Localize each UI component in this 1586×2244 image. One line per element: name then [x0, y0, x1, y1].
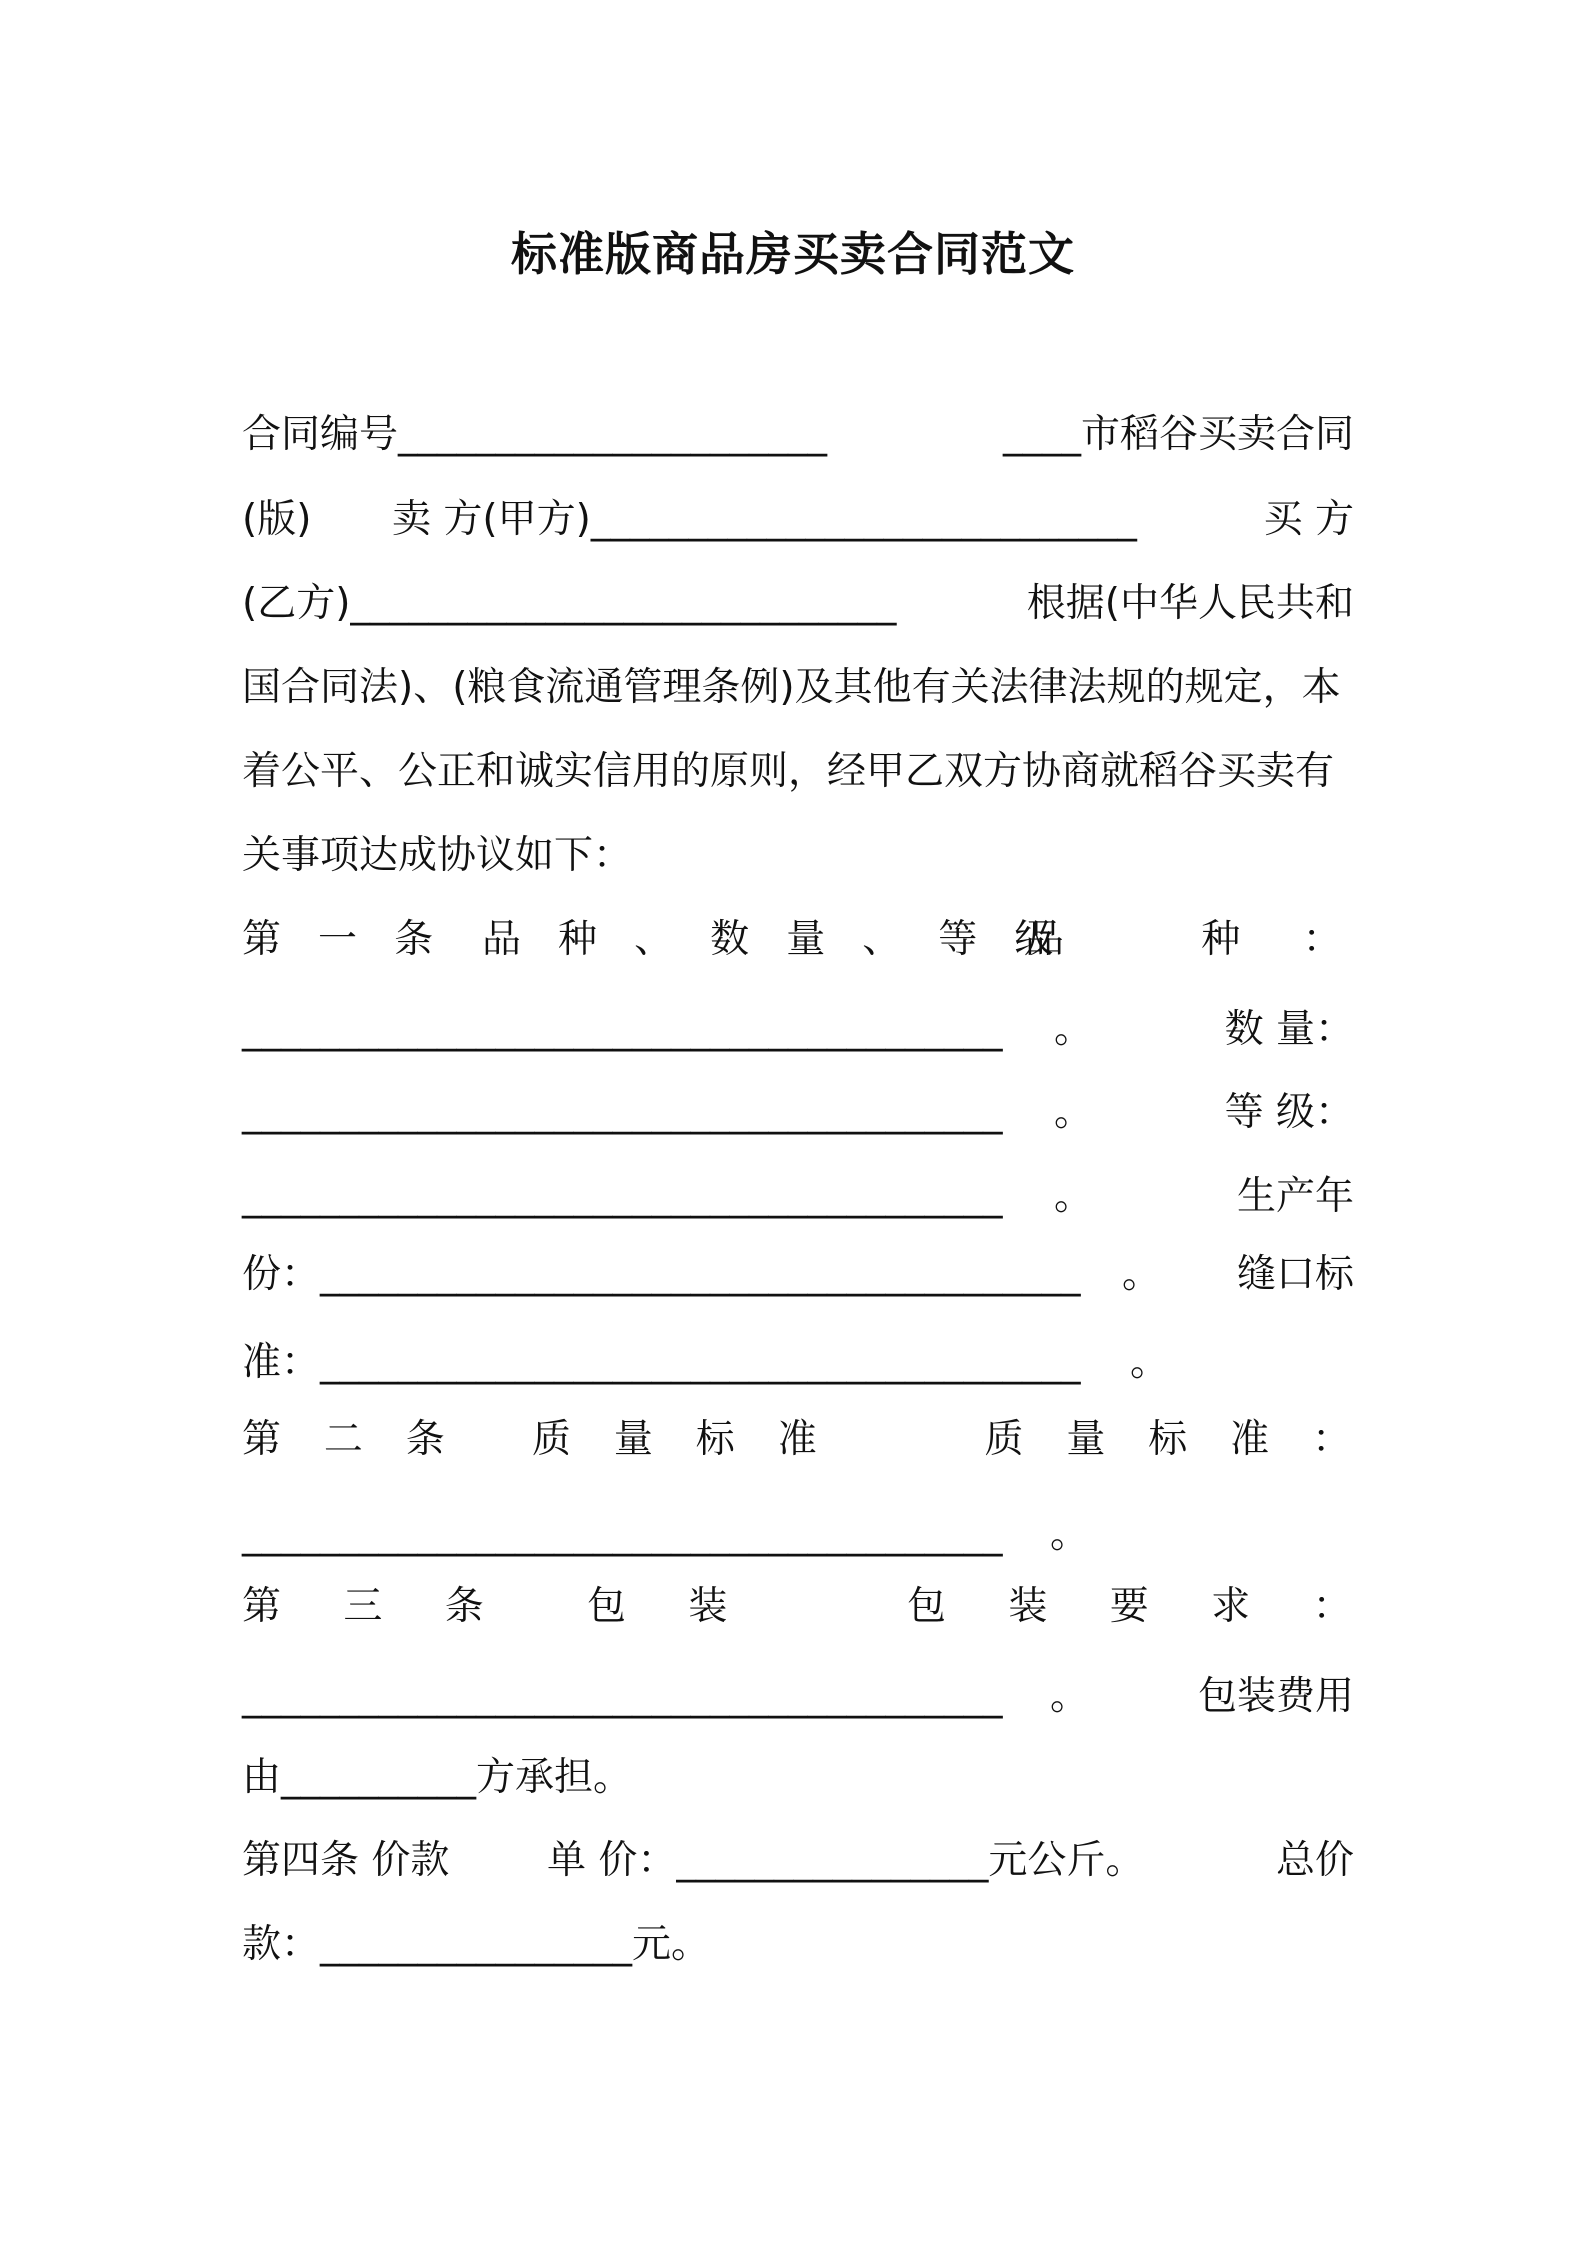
body-text: 国合同法)、(粮食流通管理条例)及其他有关法律法规的规定，本: [242, 665, 1341, 710]
period-mark: 。: [1054, 1090, 1094, 1135]
period-mark: 。: [1130, 1340, 1170, 1385]
grade-label: 等 级：: [1224, 1090, 1354, 1135]
document-title: 标准版商品房买卖合同范文: [511, 227, 1075, 281]
body-line: [242, 737, 1354, 807]
article-heading: 第四条 价款: [242, 1838, 450, 1883]
blank-field: _______________________________________: [242, 1007, 1003, 1052]
packaging-cost-label: 包装费用: [1197, 1674, 1354, 1719]
article-number: 第三条: [242, 1584, 547, 1629]
total-price-field: 款：________________元。: [242, 1922, 711, 1967]
packaging-cost-line: [242, 1743, 1354, 1813]
body-text: 由__________方承担。: [242, 1755, 633, 1800]
packaging-label: 包装要求：: [906, 1584, 1414, 1629]
grade-field-line: [242, 1162, 1354, 1232]
blank-field: 准：_______________________________________: [242, 1340, 1081, 1385]
buyer-line: [242, 569, 1354, 639]
blank-field: _______________________________________: [242, 1174, 1003, 1219]
article-number: 第一条: [242, 917, 471, 962]
total-price-label: 总价: [1275, 1838, 1354, 1883]
period-mark: 。: [1054, 1007, 1094, 1052]
blank-field: _______________________________________: [242, 1674, 1003, 1719]
seller-line: [242, 485, 1354, 555]
article-title: 包装: [587, 1584, 790, 1629]
article-number: 第二条: [242, 1417, 488, 1462]
body-line: [242, 653, 1354, 723]
body-text: 着公平、公正和诚实信用的原则，经甲乙双方协商就稻谷买卖有: [242, 749, 1335, 794]
basis-text: 根据(中华人民共和: [1026, 581, 1354, 626]
version-label: (版): [242, 497, 312, 542]
article-3-heading: [242, 1572, 1414, 1642]
blank-field: 份：_______________________________________: [242, 1252, 1081, 1297]
seam-standard-line: [242, 1328, 1354, 1398]
quality-standard-label: 质量标准：: [984, 1417, 1394, 1462]
body-text: 关事项达成协议如下：: [242, 833, 633, 878]
production-year-label: 生产年: [1236, 1174, 1354, 1219]
contract-number-field: 合同编号______________________: [242, 412, 828, 457]
period-mark: 。: [1050, 1674, 1090, 1719]
article-title: 品种、数量、等级: [482, 917, 1091, 962]
total-price-line: [242, 1910, 1354, 1980]
quality-field-line: [242, 1500, 1354, 1570]
buyer-field: (乙方)____________________________: [242, 581, 897, 626]
variety-field-line: [242, 995, 1354, 1065]
article-2-heading: [242, 1405, 1394, 1475]
seller-field: 卖 方(甲方)____________________________: [392, 497, 1137, 542]
variety-label: 品 种：: [1025, 917, 1404, 962]
blank-field: _______________________________________: [242, 1512, 1003, 1557]
body-line: [242, 821, 1354, 891]
quantity-label: 数 量：: [1224, 1007, 1354, 1052]
article-4-line: [242, 1826, 1354, 1896]
contract-name-field: ____市稻谷买卖合同: [1002, 412, 1354, 457]
period-mark: 。: [1054, 1174, 1094, 1219]
article-title: 质量标准: [532, 1417, 860, 1462]
unit-price-field: 单 价：________________元公斤。: [547, 1838, 1145, 1883]
quantity-field-line: [242, 1078, 1354, 1148]
seam-standard-label: 缝口标: [1236, 1252, 1354, 1297]
buyer-label: 买 方: [1263, 497, 1354, 542]
blank-field: _______________________________________: [242, 1090, 1003, 1135]
packaging-field-line: [242, 1662, 1354, 1732]
production-year-line: [242, 1240, 1354, 1310]
contract-number-line: [242, 400, 1354, 470]
period-mark: 。: [1122, 1252, 1162, 1297]
article-1-heading: [242, 905, 1404, 975]
period-mark: 。: [1050, 1512, 1090, 1557]
